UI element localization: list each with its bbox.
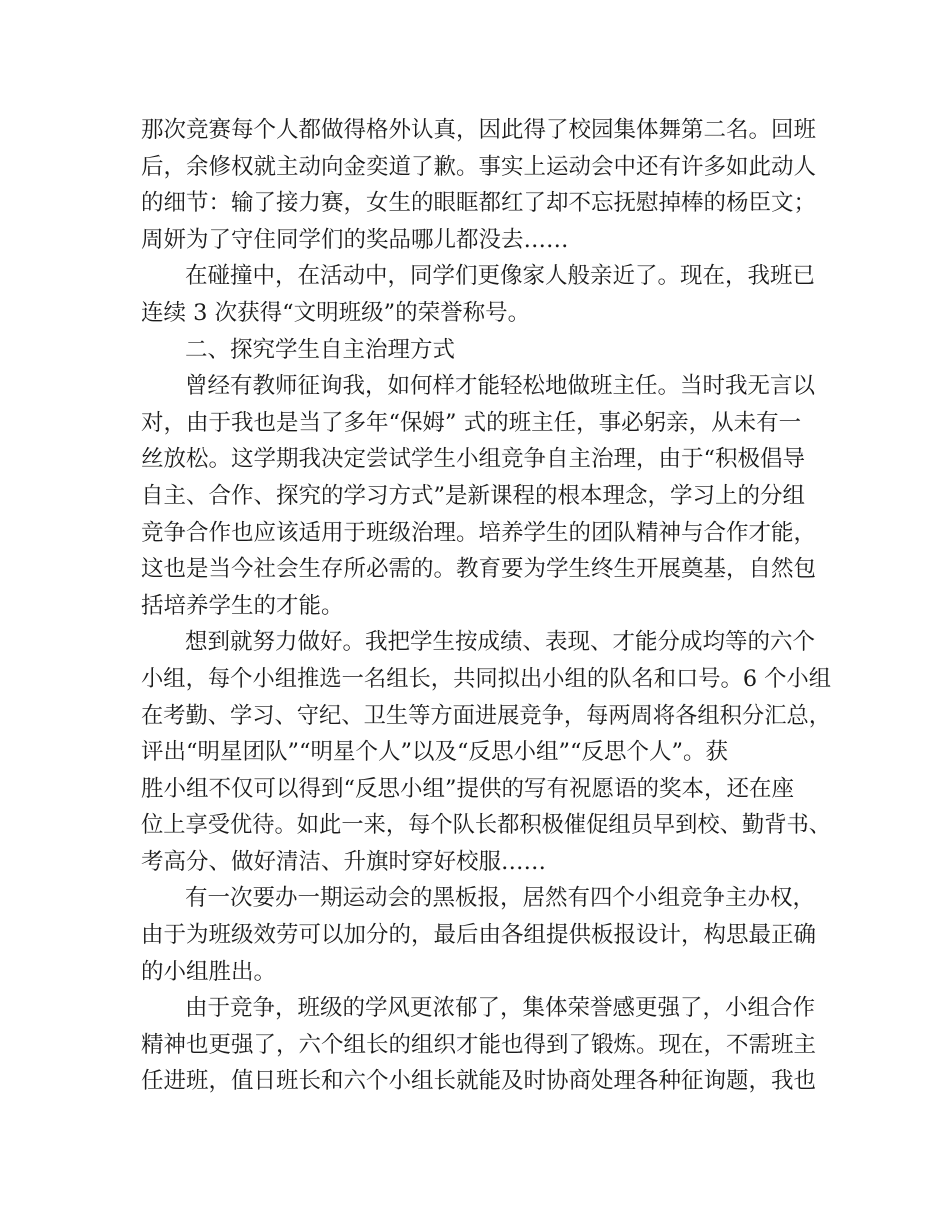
- paragraph-start-line: 曾经有教师征询我，如何样才能轻松地做班主任。当时我无言以: [185, 373, 816, 400]
- text-line: 连续 3 次获得“文明班级”的荣誉称号。: [141, 299, 531, 326]
- text-line: 自主、合作、探究的学习方式”是新课程的根本理念，学习上的分组: [141, 482, 806, 509]
- text-line: 竞争合作也应该适用于班级治理。培养学生的团队精神与合作才能，: [141, 519, 817, 546]
- text-line: 小组，每个小组推选一名组长，共同拟出小组的队名和口号。6 个小组: [141, 665, 831, 692]
- text-line: 位上享受优待。如此一来，每个队长都积极催促组员早到校、勤背书、: [141, 812, 831, 839]
- text-line: 评出“明星团队”“明星个人”以及“反思小组”“反思个人”。获: [141, 739, 729, 766]
- text-line: 考高分、做好清洁、升旗时穿好校服……: [141, 848, 547, 875]
- paragraph-start-line: 在碰撞中，在活动中，同学们更像家人般亲近了。现在，我班已: [185, 263, 816, 290]
- section-heading: 二、探究学生自主治理方式: [185, 336, 456, 363]
- text-line: 括培养学生的才能。: [141, 592, 344, 619]
- text-line: 周妍为了守住同学们的奖品哪儿都没去……: [141, 226, 569, 253]
- text-line: 后，余修权就主动向金奕道了歉。事实上运动会中还有许多如此动人: [141, 153, 817, 180]
- text-line: 这也是当今社会生存所必需的。教育要为学生终生开展奠基，自然包: [141, 556, 817, 583]
- text-line: 任进班，值日班长和六个小组长就能及时协商处理各种征询题，我也: [141, 1068, 817, 1095]
- text-line: 那次竞赛每个人都做得格外认真，因此得了校园集体舞第二名。回班: [141, 117, 817, 143]
- paragraph-start-line: 由于竞争，班级的学风更浓郁了，集体荣誉感更强了，小组合作: [185, 995, 816, 1022]
- text-line: 的细节：输了接力赛，女生的眼眶都红了却不忘抚慰掉棒的杨臣文；: [141, 190, 817, 217]
- text-line: 丝放松。这学期我决定尝试学生小组竞争自主治理，由于“积极倡导: [141, 446, 806, 473]
- text-line: 胜小组不仅可以得到“反思小组”提供的写有祝愿语的奖本，还在座: [141, 775, 795, 802]
- text-line: 在考勤、学习、守纪、卫生等方面进展竞争，每两周将各组积分汇总，: [141, 702, 831, 729]
- paragraph-start-line: 想到就努力做好。我把学生按成绩、表现、才能分成均等的六个: [185, 629, 816, 656]
- document-body: [141, 112, 831, 1100]
- text-line: 对，由于我也是当了多年“保姆” 式的班主任，事必躬亲，从未有一: [141, 409, 802, 436]
- paragraph-start-line: 有一次要办一期运动会的黑板报，居然有四个小组竞争主办权，: [185, 885, 816, 912]
- text-line: 由于为班级效劳可以加分的，最后由各组提供板报设计，构思最正确: [141, 922, 817, 949]
- text-line: 精神也更强了，六个组长的组织才能也得到了锻炼。现在，不需班主: [141, 1031, 817, 1058]
- text-line: 的小组胜出。: [141, 958, 277, 985]
